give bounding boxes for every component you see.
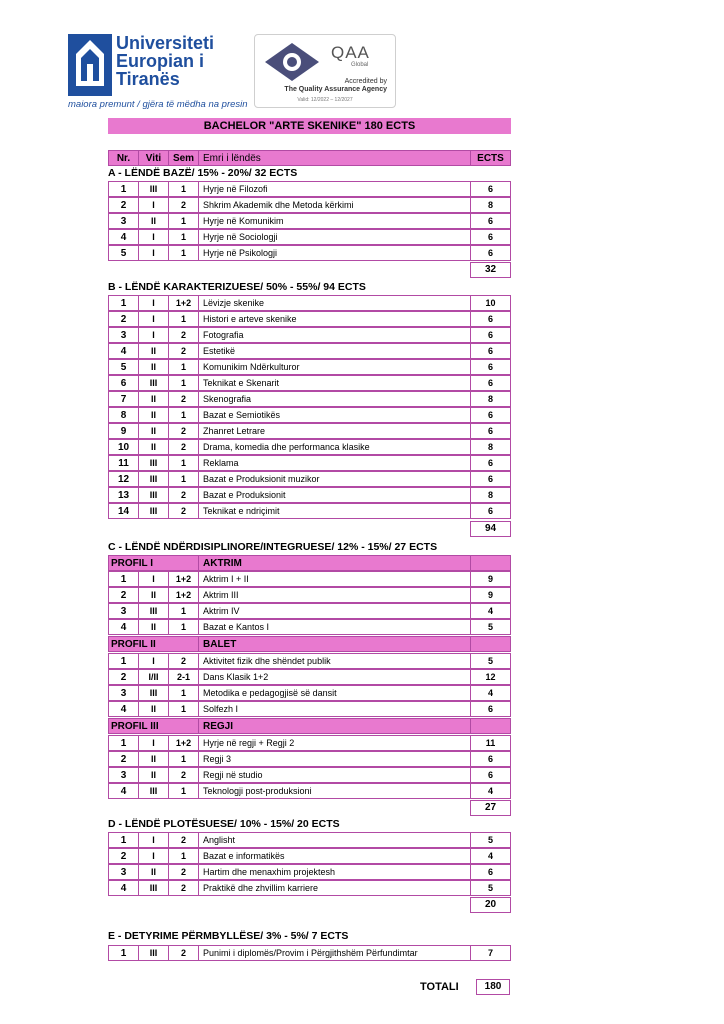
- row-nr: 3: [108, 213, 138, 229]
- row-viti: II: [138, 213, 168, 229]
- row-nr: 4: [108, 783, 138, 799]
- row-course-name: Lëvizje skenike: [198, 295, 470, 311]
- section-d-title: D - LËNDË PLOTËSUESE/ 10% - 15%/ 20 ECTS: [108, 818, 340, 830]
- row-course-name: Hyrje në Filozofi: [198, 181, 470, 197]
- row-viti: III: [138, 945, 168, 961]
- row-course-name: Hyrje në Komunikim: [198, 213, 470, 229]
- header-ects: ECTS: [470, 150, 511, 166]
- row-course-name: Anglisht: [198, 832, 470, 848]
- row-nr: 2: [108, 587, 138, 603]
- row-nr: 7: [108, 391, 138, 407]
- row-viti: II: [138, 423, 168, 439]
- profile-name: AKTRIM: [198, 555, 470, 571]
- table-row: [108, 685, 511, 701]
- row-ects: 5: [470, 619, 511, 635]
- row-course-name: Praktikë dhe zhvillim karriere: [198, 880, 470, 896]
- row-sem: 1+2: [168, 587, 198, 603]
- table-row: [108, 327, 511, 343]
- row-ects: 6: [470, 455, 511, 471]
- row-ects: 6: [470, 423, 511, 439]
- row-viti: III: [138, 375, 168, 391]
- row-course-name: Hartim dhe menaxhim projektesh: [198, 864, 470, 880]
- row-nr: 3: [108, 603, 138, 619]
- row-nr: 1: [108, 571, 138, 587]
- row-nr: 10: [108, 439, 138, 455]
- row-course-name: Solfezh I: [198, 701, 470, 717]
- row-viti: I: [138, 327, 168, 343]
- table-row: [108, 864, 511, 880]
- row-nr: 2: [108, 197, 138, 213]
- row-ects: 8: [470, 391, 511, 407]
- row-viti: III: [138, 880, 168, 896]
- row-ects: 6: [470, 503, 511, 519]
- row-ects: 6: [470, 327, 511, 343]
- table-row: [108, 832, 511, 848]
- row-viti: III: [138, 603, 168, 619]
- row-viti: I: [138, 295, 168, 311]
- table-row: [108, 375, 511, 391]
- row-viti: III: [138, 181, 168, 197]
- row-course-name: Metodika e pedagogjisë së dansit: [198, 685, 470, 701]
- row-sem: 2: [168, 439, 198, 455]
- profile-ects-empty: [470, 555, 511, 571]
- row-ects: 6: [470, 229, 511, 245]
- row-ects: 6: [470, 864, 511, 880]
- university-name-line-3: Tiranës: [116, 69, 180, 89]
- row-ects: 6: [470, 245, 511, 261]
- row-sem: 1: [168, 311, 198, 327]
- row-nr: 6: [108, 375, 138, 391]
- row-sem: 1: [168, 701, 198, 717]
- row-viti: III: [138, 783, 168, 799]
- row-sem: 1: [168, 685, 198, 701]
- row-ects: 6: [470, 375, 511, 391]
- row-course-name: Hyrje në Sociologji: [198, 229, 470, 245]
- university-name-line-1: Universiteti: [116, 33, 215, 53]
- row-nr: 4: [108, 229, 138, 245]
- university-name-line-2: Europian i: [116, 51, 205, 71]
- section-b-total: 94: [470, 521, 511, 537]
- row-sem: 2: [168, 864, 198, 880]
- row-ects: 7: [470, 945, 511, 961]
- row-course-name: Zhanret Letrare: [198, 423, 470, 439]
- table-row: [108, 783, 511, 799]
- row-viti: I: [138, 571, 168, 587]
- row-viti: I: [138, 653, 168, 669]
- row-viti: I: [138, 197, 168, 213]
- university-logo: [68, 33, 248, 110]
- table-row: [108, 181, 511, 197]
- row-viti: II: [138, 343, 168, 359]
- row-nr: 2: [108, 311, 138, 327]
- row-viti: I: [138, 832, 168, 848]
- row-sem: 1: [168, 603, 198, 619]
- row-nr: 3: [108, 685, 138, 701]
- row-sem: 2-1: [168, 669, 198, 685]
- row-viti: II: [138, 391, 168, 407]
- row-sem: 2: [168, 945, 198, 961]
- row-course-name: Komunikim Ndërkulturor: [198, 359, 470, 375]
- table-header: [108, 150, 511, 166]
- row-nr: 3: [108, 327, 138, 343]
- row-sem: 2: [168, 880, 198, 896]
- row-course-name: Shkrim Akademik dhe Metoda kërkimi: [198, 197, 470, 213]
- table-row: [108, 359, 511, 375]
- row-viti: II: [138, 767, 168, 783]
- header-sem: Sem: [168, 150, 198, 166]
- row-sem: 2: [168, 197, 198, 213]
- row-viti: II: [138, 359, 168, 375]
- profile-ects-empty: [470, 718, 511, 734]
- row-nr: 1: [108, 295, 138, 311]
- row-course-name: Bazat e Semiotikës: [198, 407, 470, 423]
- row-nr: 5: [108, 245, 138, 261]
- row-course-name: Aktrim III: [198, 587, 470, 603]
- profile-label: PROFIL I: [108, 555, 198, 571]
- program-title: BACHELOR "ARTE SKENIKE" 180 ECTS: [108, 118, 511, 134]
- row-course-name: Aktivitet fizik dhe shëndet publik: [198, 653, 470, 669]
- row-sem: 2: [168, 391, 198, 407]
- table-row: [108, 619, 511, 635]
- row-sem: 1: [168, 229, 198, 245]
- row-course-name: Drama, komedia dhe performanca klasike: [198, 439, 470, 455]
- profile-label: PROFIL II: [108, 636, 198, 652]
- row-viti: II: [138, 619, 168, 635]
- row-ects: 4: [470, 603, 511, 619]
- row-nr: 2: [108, 669, 138, 685]
- row-nr: 2: [108, 751, 138, 767]
- row-nr: 1: [108, 832, 138, 848]
- row-ects: 6: [470, 359, 511, 375]
- table-row: [108, 587, 511, 603]
- table-row: [108, 669, 511, 685]
- table-row: [108, 653, 511, 669]
- row-viti: I: [138, 735, 168, 751]
- row-sem: 1: [168, 359, 198, 375]
- row-viti: II: [138, 439, 168, 455]
- row-viti: III: [138, 455, 168, 471]
- qaa-accredited-by: Accredited by: [344, 78, 387, 85]
- row-sem: 1: [168, 455, 198, 471]
- profile-name: REGJI: [198, 718, 470, 734]
- section-e-title: E - DETYRIME PËRMBYLLËSE/ 3% - 5%/ 7 ECTS: [108, 930, 349, 942]
- qaa-accreditation-badge: [254, 34, 396, 108]
- row-course-name: Regji 3: [198, 751, 470, 767]
- row-nr: 1: [108, 945, 138, 961]
- row-sem: 2: [168, 503, 198, 519]
- row-ects: 8: [470, 487, 511, 503]
- row-ects: 4: [470, 685, 511, 701]
- row-ects: 5: [470, 653, 511, 669]
- row-ects: 6: [470, 407, 511, 423]
- row-course-name: Reklama: [198, 455, 470, 471]
- profile-label: PROFIL III: [108, 718, 198, 734]
- row-nr: 2: [108, 848, 138, 864]
- row-ects: 5: [470, 880, 511, 896]
- table-row: [108, 197, 511, 213]
- row-ects: 9: [470, 571, 511, 587]
- row-course-name: Regji në studio: [198, 767, 470, 783]
- row-sem: 1: [168, 619, 198, 635]
- row-course-name: Dans Klasik 1+2: [198, 669, 470, 685]
- section-a-total: 32: [470, 262, 511, 278]
- row-viti: I: [138, 848, 168, 864]
- university-motto: maiora premunt / gjëra të mëdha na presin: [68, 99, 248, 110]
- row-nr: 11: [108, 455, 138, 471]
- row-viti: II: [138, 864, 168, 880]
- table-row: [108, 945, 511, 961]
- row-nr: 8: [108, 407, 138, 423]
- grand-total-label: TOTALI: [420, 981, 459, 993]
- table-row: [108, 751, 511, 767]
- row-sem: 2: [168, 423, 198, 439]
- table-row: [108, 229, 511, 245]
- table-row: [108, 213, 511, 229]
- table-row: [108, 848, 511, 864]
- qaa-title: QAA: [331, 43, 370, 62]
- profile-header: [108, 555, 511, 571]
- row-sem: 1: [168, 181, 198, 197]
- row-ects: 12: [470, 669, 511, 685]
- section-c-total: 27: [470, 800, 511, 816]
- row-nr: 4: [108, 701, 138, 717]
- row-ects: 4: [470, 783, 511, 799]
- row-viti: II: [138, 407, 168, 423]
- row-ects: 6: [470, 311, 511, 327]
- row-viti: III: [138, 685, 168, 701]
- header-nr: Nr.: [108, 150, 138, 166]
- table-row: [108, 343, 511, 359]
- row-course-name: Skenografia: [198, 391, 470, 407]
- row-sem: 1+2: [168, 571, 198, 587]
- table-row: [108, 603, 511, 619]
- table-row: [108, 455, 511, 471]
- row-nr: 1: [108, 735, 138, 751]
- row-course-name: Bazat e Kantos I: [198, 619, 470, 635]
- row-viti: III: [138, 503, 168, 519]
- row-nr: 5: [108, 359, 138, 375]
- table-row: [108, 571, 511, 587]
- profile-ects-empty: [470, 636, 511, 652]
- table-row: [108, 701, 511, 717]
- row-sem: 1+2: [168, 735, 198, 751]
- row-course-name: Teknologji post-produksioni: [198, 783, 470, 799]
- row-course-name: Bazat e informatikës: [198, 848, 470, 864]
- row-ects: 6: [470, 701, 511, 717]
- row-viti: II: [138, 751, 168, 767]
- row-ects: 6: [470, 767, 511, 783]
- row-nr: 4: [108, 343, 138, 359]
- profile-header: [108, 718, 511, 734]
- row-course-name: Bazat e Produksionit muzikor: [198, 471, 470, 487]
- row-viti: II: [138, 587, 168, 603]
- university-crest-icon: [68, 34, 112, 96]
- row-sem: 1: [168, 848, 198, 864]
- qaa-diamond-icon: [263, 41, 321, 83]
- row-course-name: Hyrje në regji + Regji 2: [198, 735, 470, 751]
- row-course-name: Teknikat e ndriçimit: [198, 503, 470, 519]
- row-viti: I: [138, 311, 168, 327]
- table-row: [108, 439, 511, 455]
- qaa-valid-dates: Valid: 12/2022 – 12/2027: [297, 97, 353, 103]
- row-course-name: Teknikat e Skenarit: [198, 375, 470, 391]
- row-sem: 2: [168, 832, 198, 848]
- row-course-name: Punimi i diplomës/Provim i Përgjithshëm Përfundimtar: [198, 945, 470, 961]
- section-d-total: 20: [470, 897, 511, 913]
- row-nr: 9: [108, 423, 138, 439]
- table-row: [108, 471, 511, 487]
- row-ects: 6: [470, 213, 511, 229]
- section-a-title: A - LËNDË BAZË/ 15% - 20%/ 32 ECTS: [108, 167, 298, 179]
- row-ects: 5: [470, 832, 511, 848]
- row-ects: 9: [470, 587, 511, 603]
- header-course-name: Emri i lëndës: [198, 150, 470, 166]
- header-viti: Viti: [138, 150, 168, 166]
- row-viti: I: [138, 245, 168, 261]
- table-row: [108, 245, 511, 261]
- row-nr: 1: [108, 181, 138, 197]
- profile-header: [108, 636, 511, 652]
- row-sem: 1: [168, 783, 198, 799]
- row-viti: I: [138, 229, 168, 245]
- row-nr: 14: [108, 503, 138, 519]
- row-nr: 4: [108, 880, 138, 896]
- row-sem: 1: [168, 245, 198, 261]
- row-sem: 1: [168, 375, 198, 391]
- table-row: [108, 487, 511, 503]
- row-ects: 10: [470, 295, 511, 311]
- row-viti: III: [138, 487, 168, 503]
- row-ects: 6: [470, 751, 511, 767]
- row-course-name: Histori e arteve skenike: [198, 311, 470, 327]
- row-nr: 13: [108, 487, 138, 503]
- row-course-name: Fotografia: [198, 327, 470, 343]
- row-ects: 6: [470, 343, 511, 359]
- row-sem: 1: [168, 407, 198, 423]
- row-ects: 6: [470, 471, 511, 487]
- row-nr: 12: [108, 471, 138, 487]
- row-sem: 2: [168, 327, 198, 343]
- table-row: [108, 295, 511, 311]
- row-sem: 2: [168, 343, 198, 359]
- row-course-name: Estetikë: [198, 343, 470, 359]
- row-course-name: Aktrim IV: [198, 603, 470, 619]
- table-row: [108, 767, 511, 783]
- row-viti: I/II: [138, 669, 168, 685]
- table-row: [108, 503, 511, 519]
- row-ects: 11: [470, 735, 511, 751]
- row-sem: 1+2: [168, 295, 198, 311]
- row-sem: 1: [168, 751, 198, 767]
- table-row: [108, 311, 511, 327]
- qaa-agency-name: The Quality Assurance Agency: [284, 86, 387, 93]
- university-name: [116, 34, 240, 88]
- section-b-title: B - LËNDË KARAKTERIZUESE/ 50% - 55%/ 94 ECTS: [108, 281, 366, 293]
- row-viti: II: [138, 701, 168, 717]
- table-row: [108, 407, 511, 423]
- row-sem: 2: [168, 653, 198, 669]
- row-nr: 4: [108, 619, 138, 635]
- row-ects: 4: [470, 848, 511, 864]
- row-ects: 8: [470, 197, 511, 213]
- row-course-name: Bazat e Produksionit: [198, 487, 470, 503]
- profile-name: BALET: [198, 636, 470, 652]
- row-sem: 1: [168, 213, 198, 229]
- row-course-name: Hyrje në Psikologji: [198, 245, 470, 261]
- row-viti: III: [138, 471, 168, 487]
- table-row: [108, 391, 511, 407]
- row-nr: 3: [108, 767, 138, 783]
- row-course-name: Aktrim I + II: [198, 571, 470, 587]
- row-ects: 6: [470, 181, 511, 197]
- table-row: [108, 423, 511, 439]
- row-sem: 1: [168, 471, 198, 487]
- table-row: [108, 735, 511, 751]
- table-row: [108, 880, 511, 896]
- row-sem: 2: [168, 767, 198, 783]
- grand-total-value: 180: [476, 979, 510, 995]
- qaa-accredited-text: [263, 78, 387, 94]
- row-ects: 8: [470, 439, 511, 455]
- row-sem: 2: [168, 487, 198, 503]
- row-nr: 1: [108, 653, 138, 669]
- qaa-subtitle: Global: [351, 62, 369, 68]
- row-nr: 3: [108, 864, 138, 880]
- section-c-title: C - LËNDË NDËRDISIPLINORE/INTEGRUESE/ 12% - 15%/ 27 ECTS: [108, 541, 438, 553]
